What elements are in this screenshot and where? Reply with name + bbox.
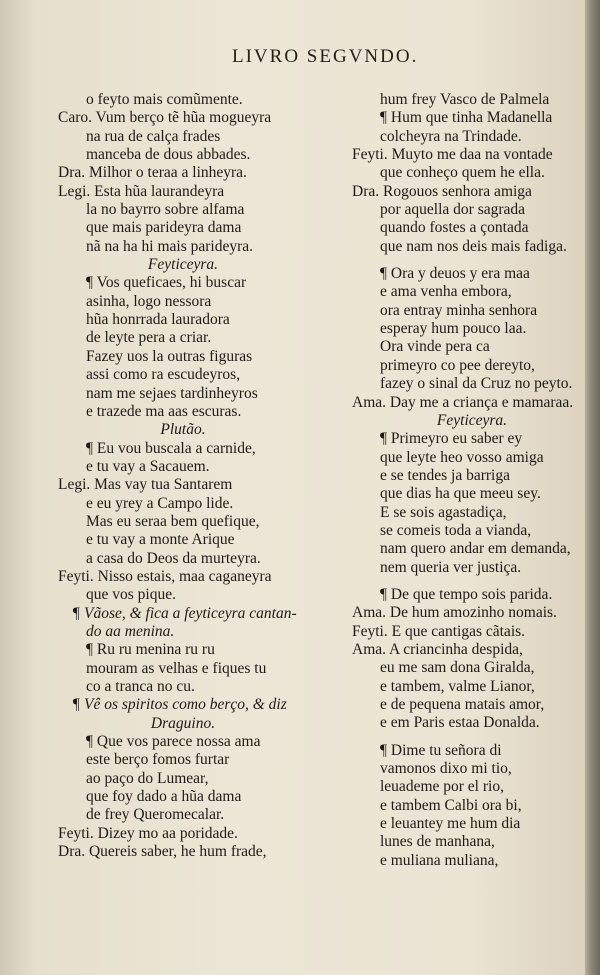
text-line: primeyro co pee dereyto, — [380, 356, 535, 374]
text-line: que leyte heo vosso amiga — [380, 448, 544, 466]
text-line: e se tendes ja barriga — [380, 466, 510, 484]
text-line: nã na ha hi mais parideyra. — [86, 237, 253, 255]
text-line: ¶ Ora y deuos y era maa — [380, 265, 530, 283]
text-line: hum frey Vasco de Palmela — [380, 91, 550, 108]
text-line: ¶ Dime tu señora di — [380, 741, 502, 759]
text-line: ora entray minha senhora — [380, 301, 538, 319]
text-line: e em Paris estaa Donalda. — [380, 714, 540, 732]
text-line: manceba de dous abbades. — [86, 146, 251, 164]
text-line: que nam nos deis mais fadiga. — [380, 237, 567, 255]
text-line: por aquella dor sagrada — [380, 201, 526, 219]
text-line: assi como ra escudeyros, — [86, 366, 241, 384]
text-line: na rua de calça frades — [86, 127, 221, 145]
text-line: lunes de manhana, — [380, 833, 495, 851]
text-line: fazey o sinal da Cruz no peyto. — [380, 375, 573, 393]
text-line: eu me sam dona Giralda, — [380, 659, 535, 677]
text-line: e de pequena matais amor, — [380, 696, 545, 713]
text-line: e tu vay a monte Arique — [86, 531, 235, 549]
text-line: co a tranca no cu. — [86, 678, 195, 695]
text-line: nem queria ver justiça. — [380, 558, 522, 576]
text-line: se comeis toda a vianda, — [380, 521, 532, 539]
text-line: Mas eu seraa bem quefique, — [86, 512, 260, 530]
text-line: a casa do Deos da murteyra. — [86, 549, 261, 567]
text-line: Feyti. E que cantigas cãtais. — [352, 622, 526, 640]
text-line: e trazede ma aas escuras. — [86, 402, 242, 420]
text-line: ¶ Hum que tinha Madanella — [380, 109, 553, 127]
text-line: Caro. Vum berço tẽ hũa mogueyra — [58, 109, 272, 127]
text-line: ¶ Vos queficaes, hi buscar — [86, 274, 247, 292]
text-line: ¶ Ru ru menina ru ru — [86, 641, 215, 659]
text-line: nam me sejaes tardinheyros — [86, 384, 258, 402]
text-line: de leyte pera a criar. — [86, 329, 212, 347]
text-line: ¶ De que tempo sois parida. — [380, 585, 553, 603]
text-line: Draguino. — [150, 714, 216, 732]
page-gutter-edge — [585, 0, 600, 975]
text-line: Dra. Quereis saber, he hum frade, — [58, 843, 267, 861]
text-line: Legi. Esta hũa laurandeyra — [58, 182, 225, 200]
text-line: que vos pique. — [86, 586, 176, 604]
text-line: Feyticeyra. — [147, 256, 219, 274]
running-header: LIVRO SEGVNDO. — [232, 46, 419, 67]
text-line: Ama. De hum amozinho nomais. — [352, 604, 557, 622]
text-line: de frey Queromecalar. — [86, 806, 225, 824]
right-text-column — [352, 91, 585, 870]
text-line: leuademe por el rio, — [380, 778, 504, 796]
text-line: Dra. Milhor o teraa a linheyra. — [58, 164, 247, 182]
stanza-gap — [352, 577, 585, 586]
text-line: hũa honrrada lauradora — [86, 311, 230, 329]
text-line: ¶ Que vos parece nossa ama — [86, 733, 261, 751]
text-line: ¶ Vãose, & fica a feyticeyra cantan- — [72, 604, 297, 622]
text-line: e tambem Calbi ora bi, — [380, 796, 522, 814]
text-line: E se sois agastadiça, — [380, 503, 507, 521]
text-line: ¶ Primeyro eu saber ey — [380, 430, 523, 448]
text-line: esperay hum pouco laa. — [380, 320, 527, 338]
text-line: Dra. Rogouos senhora amiga — [352, 182, 532, 200]
text-line: la no bayrro sobre alfama — [86, 201, 245, 219]
text-line: e tu vay a Sacauem. — [86, 457, 210, 475]
text-line: e leuantey me hum dia — [380, 815, 521, 833]
text-line: colcheyra na Trindade. — [380, 127, 522, 145]
text-line: Plutão. — [160, 421, 206, 439]
text-line: asinha, logo nessora — [86, 292, 212, 310]
text-line: Feyti. Muyto me daa na vontade — [352, 146, 553, 164]
text-line: Ama. Day me a criança e mamaraa. — [352, 393, 574, 411]
text-line: Feyti. Nisso estais, maa caganeyra — [58, 567, 272, 585]
text-line: ¶ Vê os spiritos como berço, & diz — [72, 696, 287, 714]
text-line: Feyti. Dizey mo aa poridade. — [58, 824, 238, 842]
text-line: que dias ha que meeu sey. — [380, 485, 541, 503]
text-line: que mais parideyra dama — [86, 219, 242, 237]
stanza-gap — [352, 733, 585, 742]
text-line: nam quero andar em demanda, — [380, 540, 571, 558]
text-line: Fazey uos la outras figuras — [86, 347, 253, 365]
text-line: e eu yrey a Campo lide. — [86, 494, 234, 512]
text-line: ¶ Eu vou buscala a carnide, — [86, 439, 256, 457]
text-line: que conheço quem he ella. — [380, 164, 545, 182]
text-line: Ama. A criancinha despida, — [352, 640, 523, 658]
text-line: ao paço do Lumear, — [86, 769, 209, 787]
text-line: Legi. Mas vay tua Santarem — [58, 476, 233, 494]
stanza-gap — [352, 256, 585, 265]
text-line: este berço fomos furtar — [86, 751, 230, 769]
text-line: quando fostes a çontada — [380, 219, 529, 237]
text-line: e ama venha embora, — [380, 283, 512, 301]
text-line: do aa menina. — [86, 622, 175, 640]
text-line: e muliana muliana, — [380, 851, 499, 869]
text-line: vamonos dixo mi tio, — [380, 760, 512, 778]
text-line: mouram as velhas e fiques tu — [86, 659, 267, 677]
text-line: Ora vinde pera ca — [380, 338, 490, 356]
text-line: e tambem, valme Lianor, — [380, 677, 535, 695]
left-text-column — [58, 91, 308, 861]
text-line: o feyto mais comũmente. — [86, 91, 243, 108]
text-line: Feyticeyra. — [436, 411, 508, 429]
text-line: que foy dado a hũa dama — [86, 788, 242, 806]
